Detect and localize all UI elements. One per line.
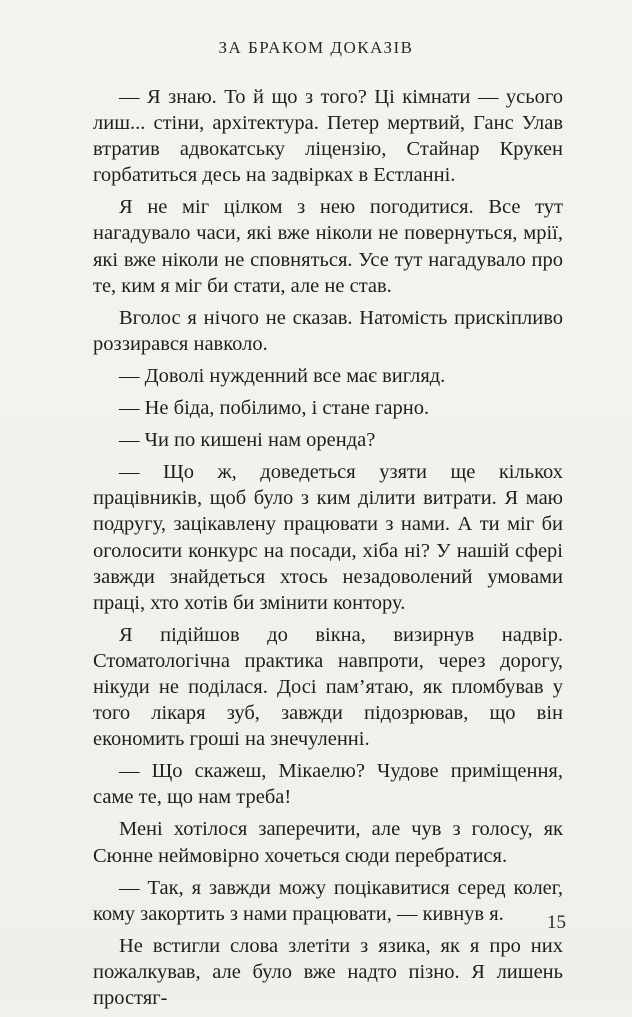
paragraph: — Що ж, доведеться узяти ще кількох працівників, щоб було з ким ділити витрати. Я маю подругу, зацікавлену працювати з нами. А ти міг би оголосити конкурс на посади, хіба ні? У нашій сфері завжди знайдеться хтось незадоволений умовами праці, хто хотів би змінити контору. xyxy=(93,461,563,614)
paragraph: Вголос я нічого не сказав. Натомість прискіпливо роззирався навколо. xyxy=(93,306,563,355)
paragraph: — Не біда, побілимо, і стане гарно. xyxy=(119,397,430,420)
paragraph: Я не міг цілком з нею погодитися. Все тут нагадувало часи, які вже ніколи не повернуться, мрії, які вже ніколи не сповняться. Усе тут нагадувало про те, ким я міг би стати, але не став. xyxy=(93,196,563,297)
paragraph: Не встигли слова злетіти з язика, як я про них пожалкував, але було вже надто пізно. Я лишень простяг- xyxy=(93,934,563,1009)
paragraph: — Доволі нужденний все має вигляд. xyxy=(119,364,446,387)
page-number: 15 xyxy=(547,912,566,933)
paragraph: — Так, я завжди можу поцікавитися серед колег, кому закортить з нами працювати, — кивнув я. xyxy=(93,876,563,925)
paragraph: — Чи по кишені нам оренда? xyxy=(119,429,376,452)
paragraph: — Я знаю. То й що з того? Ці кімнати — усього лиш... стіни, архітектура. Петер мертвий, Ганс Улав втратив адвокатську ліцензію, Стайнар Крукен горбатиться десь на задвірках в Естланні. xyxy=(93,86,563,187)
running-head: ЗА БРАКОМ ДОКАЗІВ xyxy=(218,38,414,57)
body-text xyxy=(93,84,563,1017)
paragraph: Я підійшов до вікна, визирнув надвір. Стоматологічна практика навпроти, через дорогу, нікуди не поділася. Досі пам’ятаю, як пломбував у того лікаря зуб, завжди підозрював, що він економить гроші на знечуленні. xyxy=(93,623,563,751)
paragraph: — Що скажеш, Мікаелю? Чудове приміщення, саме те, що нам треба! xyxy=(93,760,563,809)
paragraph: Мені хотілося заперечити, але чув з голосу, як Сюнне неймовірно хочеться сюди перебратися. xyxy=(93,818,563,867)
